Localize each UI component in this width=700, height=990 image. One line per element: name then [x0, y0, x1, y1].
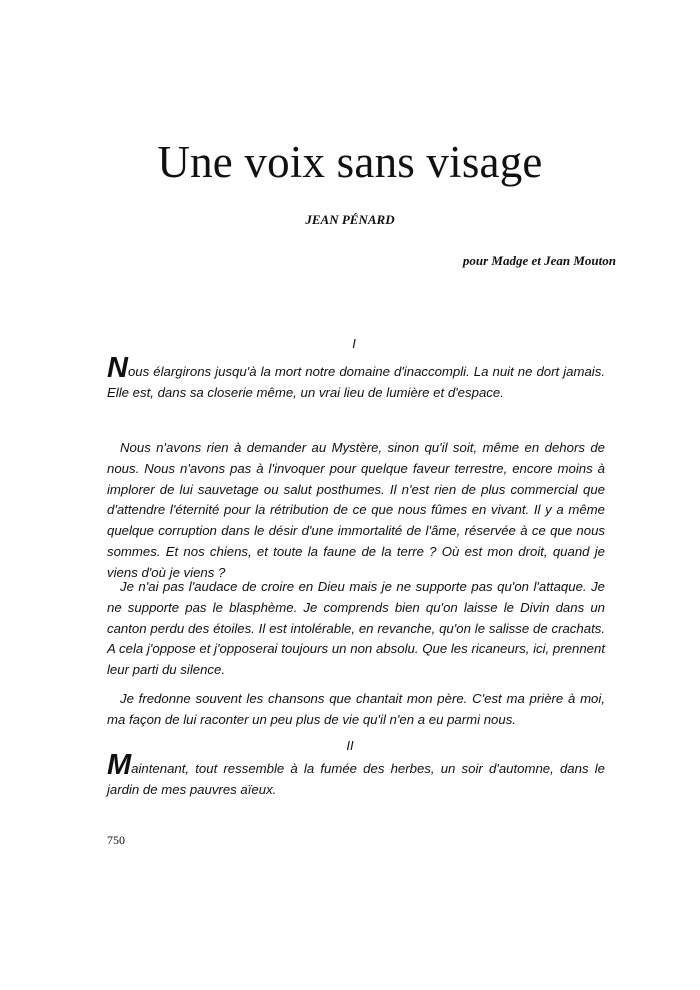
page-number: 750 — [107, 833, 125, 847]
article-title: Une voix sans visage — [157, 137, 543, 187]
section-number: I — [352, 336, 356, 351]
drop-cap: M — [107, 749, 132, 781]
paragraph: Je fredonne souvent les chansons que chantait mon père. C'est ma prière à moi, ma façon de lui raconter un peu plus de vie qu'il n'en a eu parmi nous. — [107, 691, 605, 727]
paragraph: Nous n'avons rien à demander au Mystère, sinon qu'il soit, même en dehors de nous. Nous n'avons pas à l'invoquer pour quelque faveur terrestre, encore moins à implorer de lui sauvetage ou salut posthumes. Il n'est rien de plus commercial que d'attendre l'éternité pour la rétribution de ce que nous fûmes en vivant. Il y a même quelque corruption dans le désir d'une immortalité de l'âme, réservée à ce que nous sommes. Et nos chiens, et toute la faune de la terre ? Où est mon droit, quand je viens d'où je viens ? — [107, 440, 605, 580]
article-author: JEAN PÉNARD — [305, 212, 395, 227]
paragraph-text: ous élargirons jusqu'à la mort notre domaine d'inaccompli. La nuit ne dort jamais. Elle est, dans sa closerie même, un vrai lieu de lumière et d'espace. — [107, 364, 605, 400]
article-dedication: pour Madge et Jean Mouton — [462, 253, 616, 268]
drop-cap: N — [107, 352, 128, 384]
paragraph — [107, 749, 605, 801]
section-number: II — [346, 738, 354, 753]
paragraph: Je n'ai pas l'audace de croire en Dieu mais je ne supporte pas qu'on l'attaque. Je ne supporte pas le blasphème. Je comprends bien qu'on laisse le Divin dans un canton perdu des étoiles. Il est intolérable, en revanche, qu'on le salisse de crachats. A cela j'oppose et j'opposerai toujours un non absolu. Que les ricaneurs, ici, prennent leur parti du silence. — [107, 579, 605, 678]
paragraph — [107, 352, 605, 404]
paragraph-text: aintenant, tout ressemble à la fumée des herbes, un soir d'automne, dans le jardin de mes pauvres aïeux. — [107, 761, 605, 797]
